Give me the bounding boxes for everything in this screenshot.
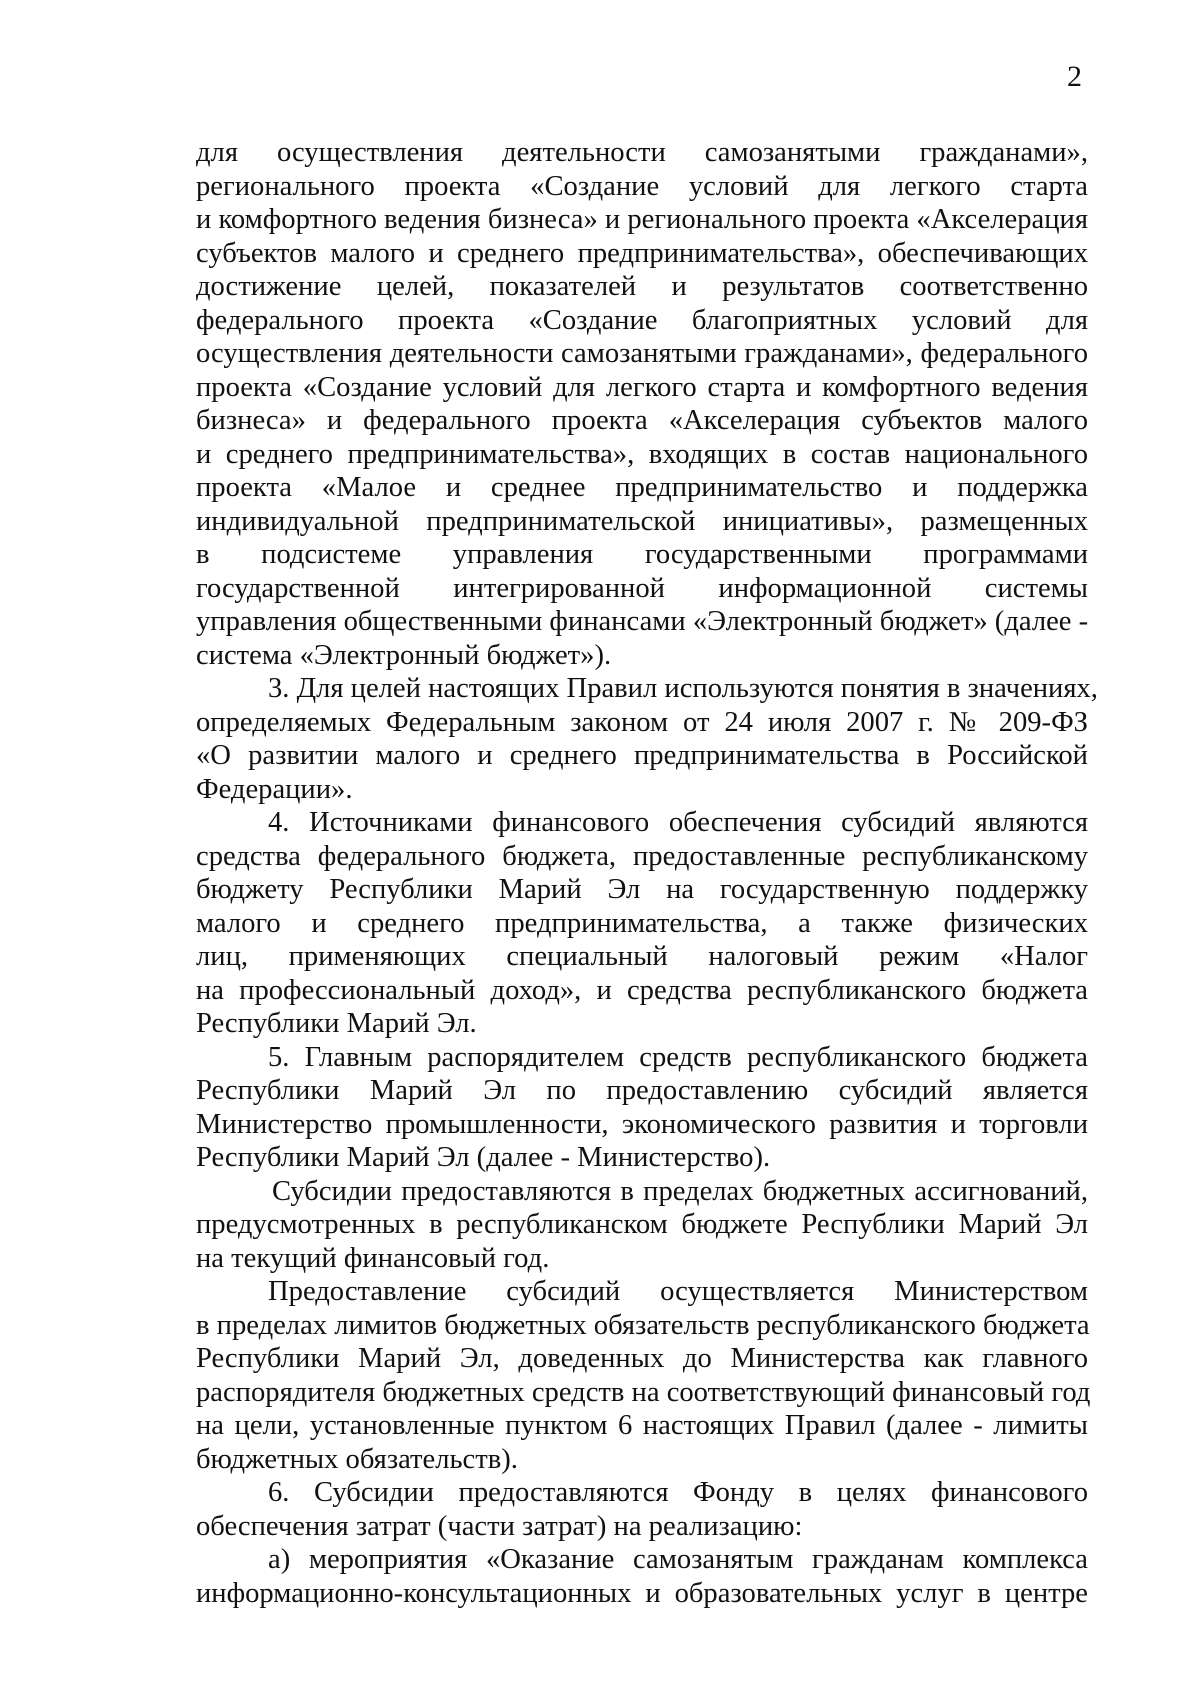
text-line: 3. Для целей настоящих Правил используются понятия в значениях, [268, 673, 1098, 704]
text-line: достижение целей, показателей и результатов соответственно [196, 271, 1088, 302]
text-line: проекта «Создание условий для легкого старта и комфортного ведения [196, 371, 1088, 403]
text-line: Министерство промышленности, экономического развития и торговли [196, 1108, 1088, 1140]
text-line: средства федерального бюджета, предоставленные республиканскому [196, 840, 1088, 872]
text-line: информационно-консультационных и образовательных услуг в центре [196, 1577, 1088, 1609]
text-line: бюджету Республики Марий Эл на государственную поддержку [196, 874, 1088, 905]
text-line: распорядителя бюджетных средств на соответствующий финансовый год [196, 1376, 1091, 1408]
text-line: регионального проекта «Создание условий для легкого старта [196, 170, 1088, 202]
text-line: в пределах лимитов бюджетных обязательств республиканского бюджета [196, 1309, 1090, 1341]
text-line: 6. Субсидии предоставляются Фонду в целях финансового [268, 1477, 1088, 1508]
text-line: 4. Источниками финансового обеспечения субсидий являются [268, 807, 1088, 838]
text-line: индивидуальной предпринимательской инициативы», размещенных [196, 505, 1088, 537]
page-number: 2 [1067, 60, 1082, 93]
text-line: Республики Марий Эл (далее - Министерство). [196, 1142, 771, 1173]
text-line: предусмотренных в республиканском бюджете Республики Марий Эл [196, 1209, 1088, 1240]
text-line: бюджетных обязательств). [196, 1443, 518, 1475]
text-line: Республики Марий Эл, доведенных до Министерства как главного [196, 1343, 1088, 1374]
text-line: Республики Марий Эл по предоставлению субсидий является [196, 1075, 1088, 1106]
text-line: государственной интегрированной информационной системы [196, 572, 1088, 604]
text-line: бизнеса» и федерального проекта «Акселерация субъектов малого [196, 405, 1088, 436]
text-line: малого и среднего предпринимательства, а также физических [196, 907, 1088, 939]
text-line: а) мероприятия «Оказание самозанятым гражданам комплекса [268, 1544, 1088, 1575]
text-line: субъектов малого и среднего предпринимательства», обеспечивающих [196, 237, 1088, 269]
text-line: Федерации». [196, 773, 353, 805]
text-line: проекта «Малое и среднее предпринимательство и поддержка [196, 472, 1088, 503]
text-line: Предоставление субсидий осуществляется Министерством [268, 1276, 1088, 1307]
text-line: для осуществления деятельности самозанятыми гражданами», [196, 137, 1088, 168]
text-line: управления общественными финансами «Электронный бюджет» (далее - [196, 606, 1089, 637]
text-line: определяемых Федеральным законом от 24 июля 2007 г. № 209-ФЗ [196, 706, 1088, 738]
text-line: Республики Марий Эл. [196, 1008, 477, 1039]
text-line: в подсистеме управления государственными программами [196, 539, 1088, 570]
text-line: на цели, установленные пунктом 6 настоящих Правил (далее - лимиты [196, 1410, 1088, 1441]
text-line: и среднего предпринимательства», входящих в состав национального [196, 438, 1088, 470]
text-line: на профессиональный доход», и средства республиканского бюджета [196, 974, 1088, 1006]
document-body [196, 136, 1098, 1610]
text-line: на текущий финансовый год. [196, 1242, 550, 1274]
text-line: федерального проекта «Создание благоприятных условий для [196, 304, 1088, 336]
text-line: осуществления деятельности самозанятыми гражданами», федерального [196, 338, 1088, 369]
text-line: и комфортного ведения бизнеса» и регионального проекта «Акселерация [196, 204, 1088, 235]
text-line: Субсидии предоставляются в пределах бюджетных ассигнований, [272, 1175, 1088, 1207]
text-line: «О развитии малого и среднего предпринимательства в Российской [196, 740, 1088, 771]
text-line: 5. Главным распорядителем средств республиканского бюджета [268, 1041, 1088, 1073]
text-line: система «Электронный бюджет»). [196, 639, 612, 671]
text-line: обеспечения затрат (части затрат) на реализацию: [196, 1510, 803, 1542]
text-line: лиц, применяющих специальный налоговый режим «Налог [196, 941, 1088, 972]
